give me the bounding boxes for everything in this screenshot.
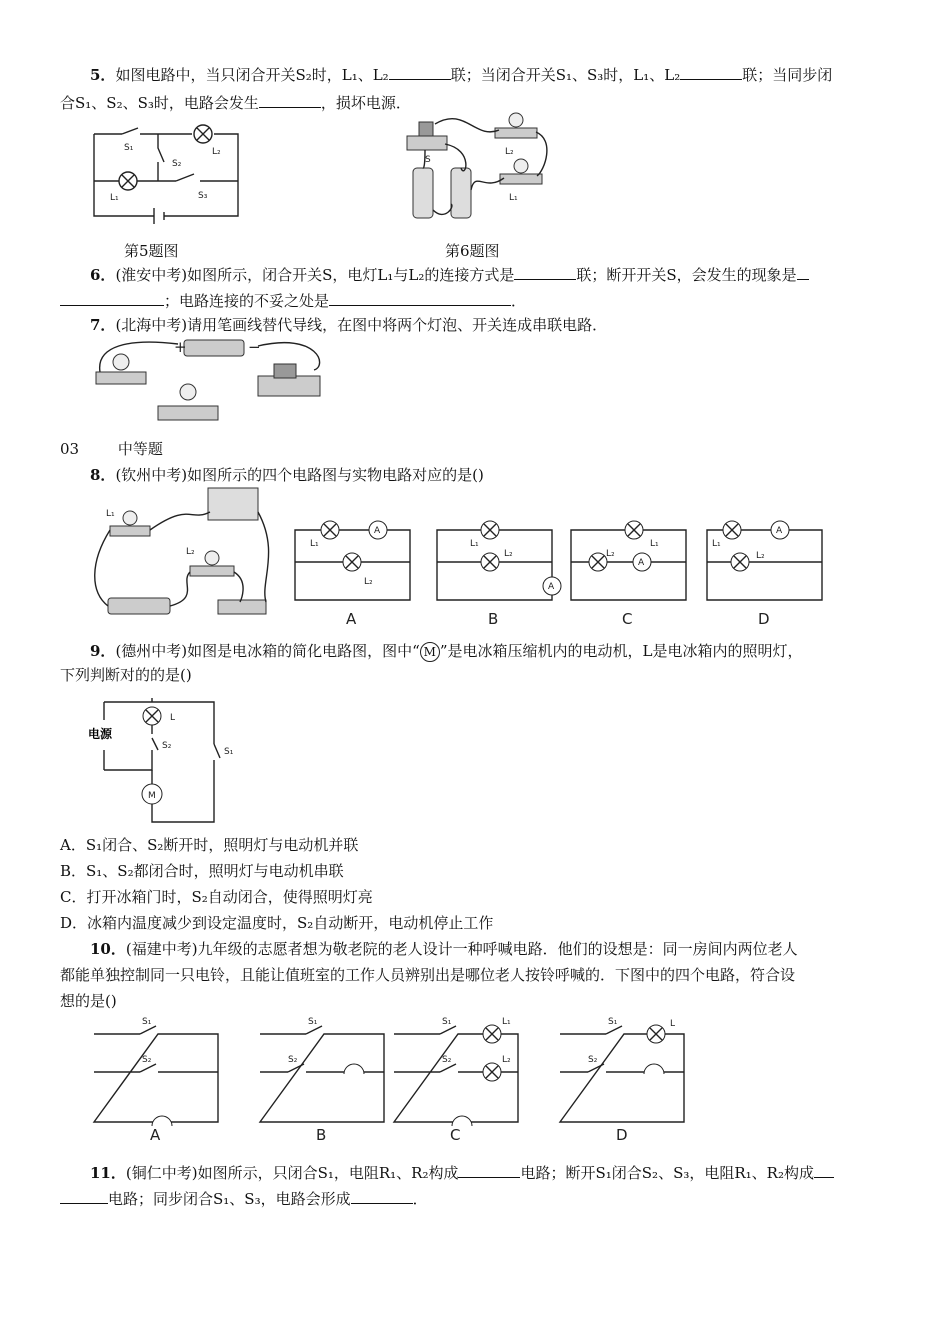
q11-text: 电路；同步闭合S₁、S₃，电路会形成 [108,1190,351,1208]
q8-number: 8． [90,466,116,484]
q8-option-c[interactable] [571,521,686,628]
label-l2: L₂ [502,1055,511,1065]
ammeter-label: A [776,526,783,536]
q10-line1 [90,936,930,963]
q5-number: 5． [90,66,116,84]
label-l2: L₂ [756,551,765,561]
q11-line1 [90,1160,930,1187]
label-s1: S₁ [224,747,234,757]
q9-circuit-figure [88,690,258,830]
option-label: B [316,1126,327,1144]
option-label: B [488,610,499,628]
q11-text: ． [412,1190,428,1208]
q5-blank-2[interactable] [680,65,742,80]
label-l1: L₁ [310,539,319,549]
q11-line2 [60,1186,900,1213]
label-s3: S₃ [198,191,208,201]
label-s1: S₁ [308,1017,318,1027]
q6-number: 6． [90,266,116,284]
label-l1: L₁ [650,539,659,549]
q6-blank-2[interactable] [797,265,809,280]
q8-option-b[interactable] [437,521,561,628]
q11-blank-2[interactable] [814,1163,834,1178]
motor-symbol-inline: M [420,642,440,662]
label-s1: S₁ [124,143,134,153]
q8-physical-figure [90,482,280,622]
q9-text: 下列判断对的的是() [60,666,192,684]
q11-blank-1[interactable] [458,1163,520,1178]
q9-choice-a[interactable]: A．S₁闭合、S₂断开时，照明灯与电动机并联 [60,836,359,854]
q10-text: 想的是() [60,992,117,1010]
label-l1: L₁ [502,1017,511,1027]
q6-line2 [60,288,900,315]
q8-text: (钦州中考)如图所示的四个电路图与实物电路对应的是() [115,466,484,484]
q5-text: 如图电路中，当只闭合开关S₂时，L₁、L₂ [115,66,389,84]
q8-option-diagrams [292,500,832,630]
label-s1: S₁ [608,1017,618,1027]
label-l1: L₁ [470,539,479,549]
q6-blank-3[interactable] [329,291,511,306]
q6-blank-2b[interactable] [60,291,164,306]
q10-option-c[interactable] [394,1017,518,1144]
label-l2: L₂ [504,549,513,559]
q6-text: ；电路连接的不妥之处是 [164,292,330,310]
label-s2: S₂ [588,1055,598,1065]
q5-circuit-figure [92,128,252,228]
section-header [60,436,900,463]
q5-text: ，损坏电源． [320,94,411,112]
label-s1: S₁ [442,1017,452,1027]
label-s2: S₂ [142,1055,152,1065]
q5-figure-caption: 第5题图 [124,242,179,260]
q11-blank-3[interactable] [351,1189,413,1204]
q11-number: 11． [90,1164,126,1182]
q6-line1 [90,262,930,289]
label-s2: S₂ [288,1055,298,1065]
label-l1: L₁ [712,539,721,549]
q9-text: (德州中考)如图是电冰箱的简化电路图，图中“ [115,642,420,660]
option-label: D [758,610,770,628]
q10-option-d[interactable] [560,1017,684,1144]
option-label: C [450,1126,461,1144]
option-label: D [616,1126,628,1144]
label-l2: L₂ [186,547,195,557]
label-plus: + [174,338,187,356]
q9-line1 [90,638,930,665]
ammeter-label: A [638,558,645,568]
option-label: C [622,610,633,628]
q10-option-diagrams [92,1012,712,1142]
label-minus: − [248,338,261,356]
q6-figure-caption: 第6题图 [445,242,500,260]
q8-option-a[interactable] [295,521,410,628]
label-l1: L₁ [110,193,119,203]
q11-blank-2b[interactable] [60,1189,108,1204]
label-l2: L₂ [364,577,373,587]
q5-text: 联；当同步闭 [742,66,833,84]
q10-text: 都能单独控制同一只电铃，且能让值班室的工作人员辨别出是哪位老人按铃呼喊的．下图中的四个电路，符合设 [60,966,796,984]
q10-number: 10． [90,940,126,958]
power-source-label: 电源 [88,727,113,741]
q9-number: 9． [90,642,116,660]
q9-choice-b[interactable]: B．S₁、S₂都闭合时，照明灯与电动机串联 [60,862,344,880]
section-code: 03 [60,440,80,458]
q9-choice-c[interactable]: C．打开冰箱门时，S₂自动闭合，使得照明灯亮 [60,888,373,906]
q6-text: 联；断开开关S，会发生的现象是 [576,266,797,284]
q6-blank-1[interactable] [514,265,576,280]
label-l1: L₁ [509,193,518,203]
q10-option-b[interactable] [260,1017,384,1144]
label-s1: S₁ [142,1017,152,1027]
q11-text: (铜仁中考)如图所示，只闭合S₁，电阻R₁、R₂构成 [125,1164,459,1182]
q8-option-d[interactable] [707,521,822,628]
q6-text: (淮安中考)如图所示，闭合开关S，电灯L₁与L₂的连接方式是 [115,266,515,284]
q5-text: 合S₁、S₂、S₃时，电路会发生 [60,94,259,112]
q9-text: ”是电冰箱压缩机内的电动机，L是电冰箱内的照明灯， [439,642,803,660]
q7-line [90,312,930,339]
q10-line3 [60,988,900,1015]
q7-text: (北海中考)请用笔画线替代导线，在图中将两个灯泡、开关连成串联电路． [115,316,608,334]
q5-line1 [90,62,930,89]
ammeter-label: A [374,526,381,536]
q7-number: 7． [90,316,116,334]
label-l2: L₂ [212,147,221,157]
label-l: L [670,1019,676,1029]
label-l2: L₂ [505,147,514,157]
ammeter-label: A [548,582,555,592]
q9-line2 [60,662,900,689]
section-title: 中等题 [117,440,163,458]
q5-text: 联；当闭合开关S₁、S₃时，L₁、L₂ [450,66,681,84]
label-s2: S₂ [162,741,172,751]
q11-text: 电路；断开S₁闭合S₂、S₃，电阻R₁、R₂构成 [520,1164,814,1182]
q6-physical-figure [405,110,555,225]
q5-blank-1[interactable] [389,65,451,80]
q7-physical-figure [88,336,328,431]
label-l: L [170,713,176,723]
label-s: S [425,155,431,165]
q10-option-a[interactable] [94,1017,218,1144]
q10-text: (福建中考)九年级的志愿者想为敬老院的老人设计一种呼喊电路．他们的设想是：同一房间内两位老人 [125,940,798,958]
option-label: A [150,1126,161,1144]
label-l2: L₂ [606,549,615,559]
q6-text: ． [511,292,527,310]
label-l1: L₁ [106,509,115,519]
q5-blank-3[interactable] [259,93,321,108]
motor-label: M [148,791,156,801]
label-s2: S₂ [442,1055,452,1065]
option-label: A [346,610,357,628]
q10-line2 [60,962,900,989]
q9-choice-d[interactable]: D．冰箱内温度减少到设定温度时，S₂自动断开，电动机停止工作 [60,914,494,932]
label-s2: S₂ [172,159,182,169]
